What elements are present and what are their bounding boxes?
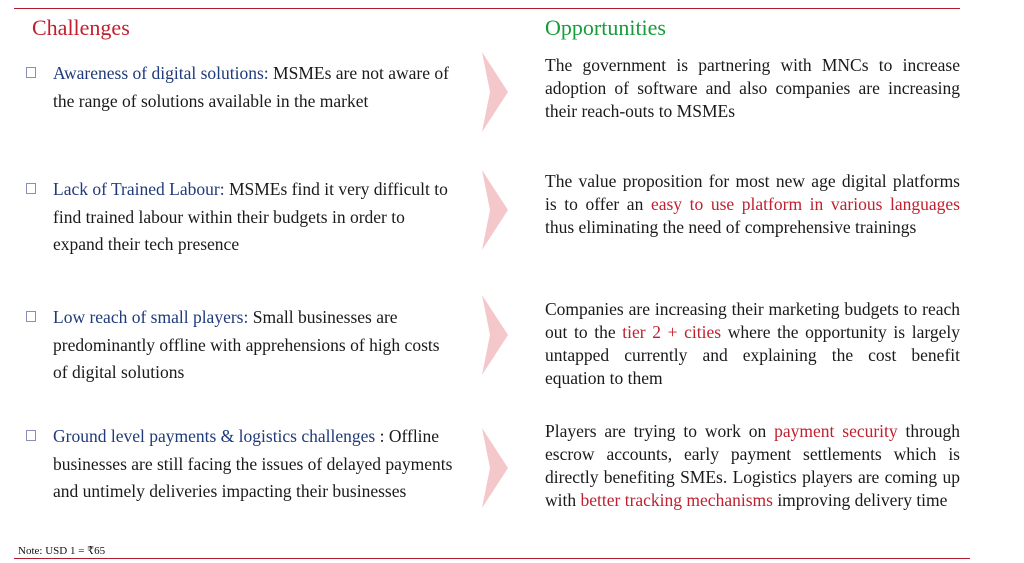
- bottom-rule: [14, 558, 970, 559]
- highlight-text: better tracking mechanisms: [580, 490, 773, 510]
- opportunity-segment: The government is partnering with MNCs to increase adoption of software and also companies are increasing their reach-outs to MSMEs: [545, 55, 960, 121]
- opportunity-segment: through escrow accounts, early payment settlements which is directly benefiting SMEs. Logistics players are coming up with: [545, 421, 960, 510]
- challenge-title: Lack of Trained Labour:: [53, 179, 225, 199]
- challenge-body: MSMEs are not aware of the range of solutions available in the market: [53, 63, 449, 111]
- chevron-right-icon: [482, 170, 508, 250]
- chevron-right-icon: [482, 52, 508, 132]
- challenges-heading: Challenges: [32, 15, 130, 40]
- square-bullet-icon: [26, 430, 36, 441]
- challenge-item: [26, 304, 456, 387]
- challenge-body: MSMEs find it very difficult to find trained labour within their budgets in order to expand their tech presence: [53, 179, 448, 254]
- challenge-text: [53, 423, 456, 506]
- challenge-item: [26, 176, 456, 259]
- opportunity-text: [545, 298, 960, 390]
- challenge-text: [53, 176, 456, 259]
- challenge-body: : Offline businesses are still facing the issues of delayed payments and untimely deliveries impacting their businesses: [53, 426, 453, 501]
- challenge-text: [53, 60, 456, 115]
- opportunity-text: [545, 170, 960, 239]
- chevron-right-icon: [482, 295, 508, 375]
- challenge-item: [26, 423, 456, 506]
- opportunity-text: [545, 420, 960, 512]
- opportunity-segment: The value proposition for most new age digital platforms is to offer an: [545, 171, 960, 214]
- opportunity-segment: Companies are increasing their marketing budgets to reach out to the: [545, 299, 960, 342]
- highlight-text: payment security: [774, 421, 898, 441]
- challenge-item: [26, 60, 456, 115]
- opportunity-segment: thus eliminating the need of comprehensive trainings: [545, 217, 917, 237]
- challenge-text: [53, 304, 456, 387]
- opportunity-segment: where the opportunity is largely untapped currently and explaining the cost benefit equation to them: [545, 322, 961, 388]
- chevron-right-icon: [482, 428, 508, 508]
- top-rule: [14, 8, 960, 9]
- square-bullet-icon: [26, 183, 36, 194]
- challenge-title: Low reach of small players:: [53, 307, 249, 327]
- currency-note: Note: USD 1 = ₹65: [18, 545, 106, 557]
- challenge-title: Ground level payments & logistics challenges: [53, 426, 376, 446]
- square-bullet-icon: [26, 67, 36, 78]
- highlight-text: tier 2 + cities: [622, 322, 722, 342]
- opportunity-segment: improving delivery time: [772, 490, 948, 510]
- opportunities-heading: Opportunities: [545, 15, 666, 40]
- highlight-text: easy to use platform in various languages: [650, 194, 960, 214]
- challenge-title: Awareness of digital solutions:: [53, 63, 269, 83]
- square-bullet-icon: [26, 311, 36, 322]
- challenge-body: Small businesses are predominantly offline with apprehensions of high costs of digital solutions: [53, 307, 440, 382]
- opportunity-text: [545, 54, 960, 123]
- opportunity-segment: Players are trying to work on: [545, 421, 775, 441]
